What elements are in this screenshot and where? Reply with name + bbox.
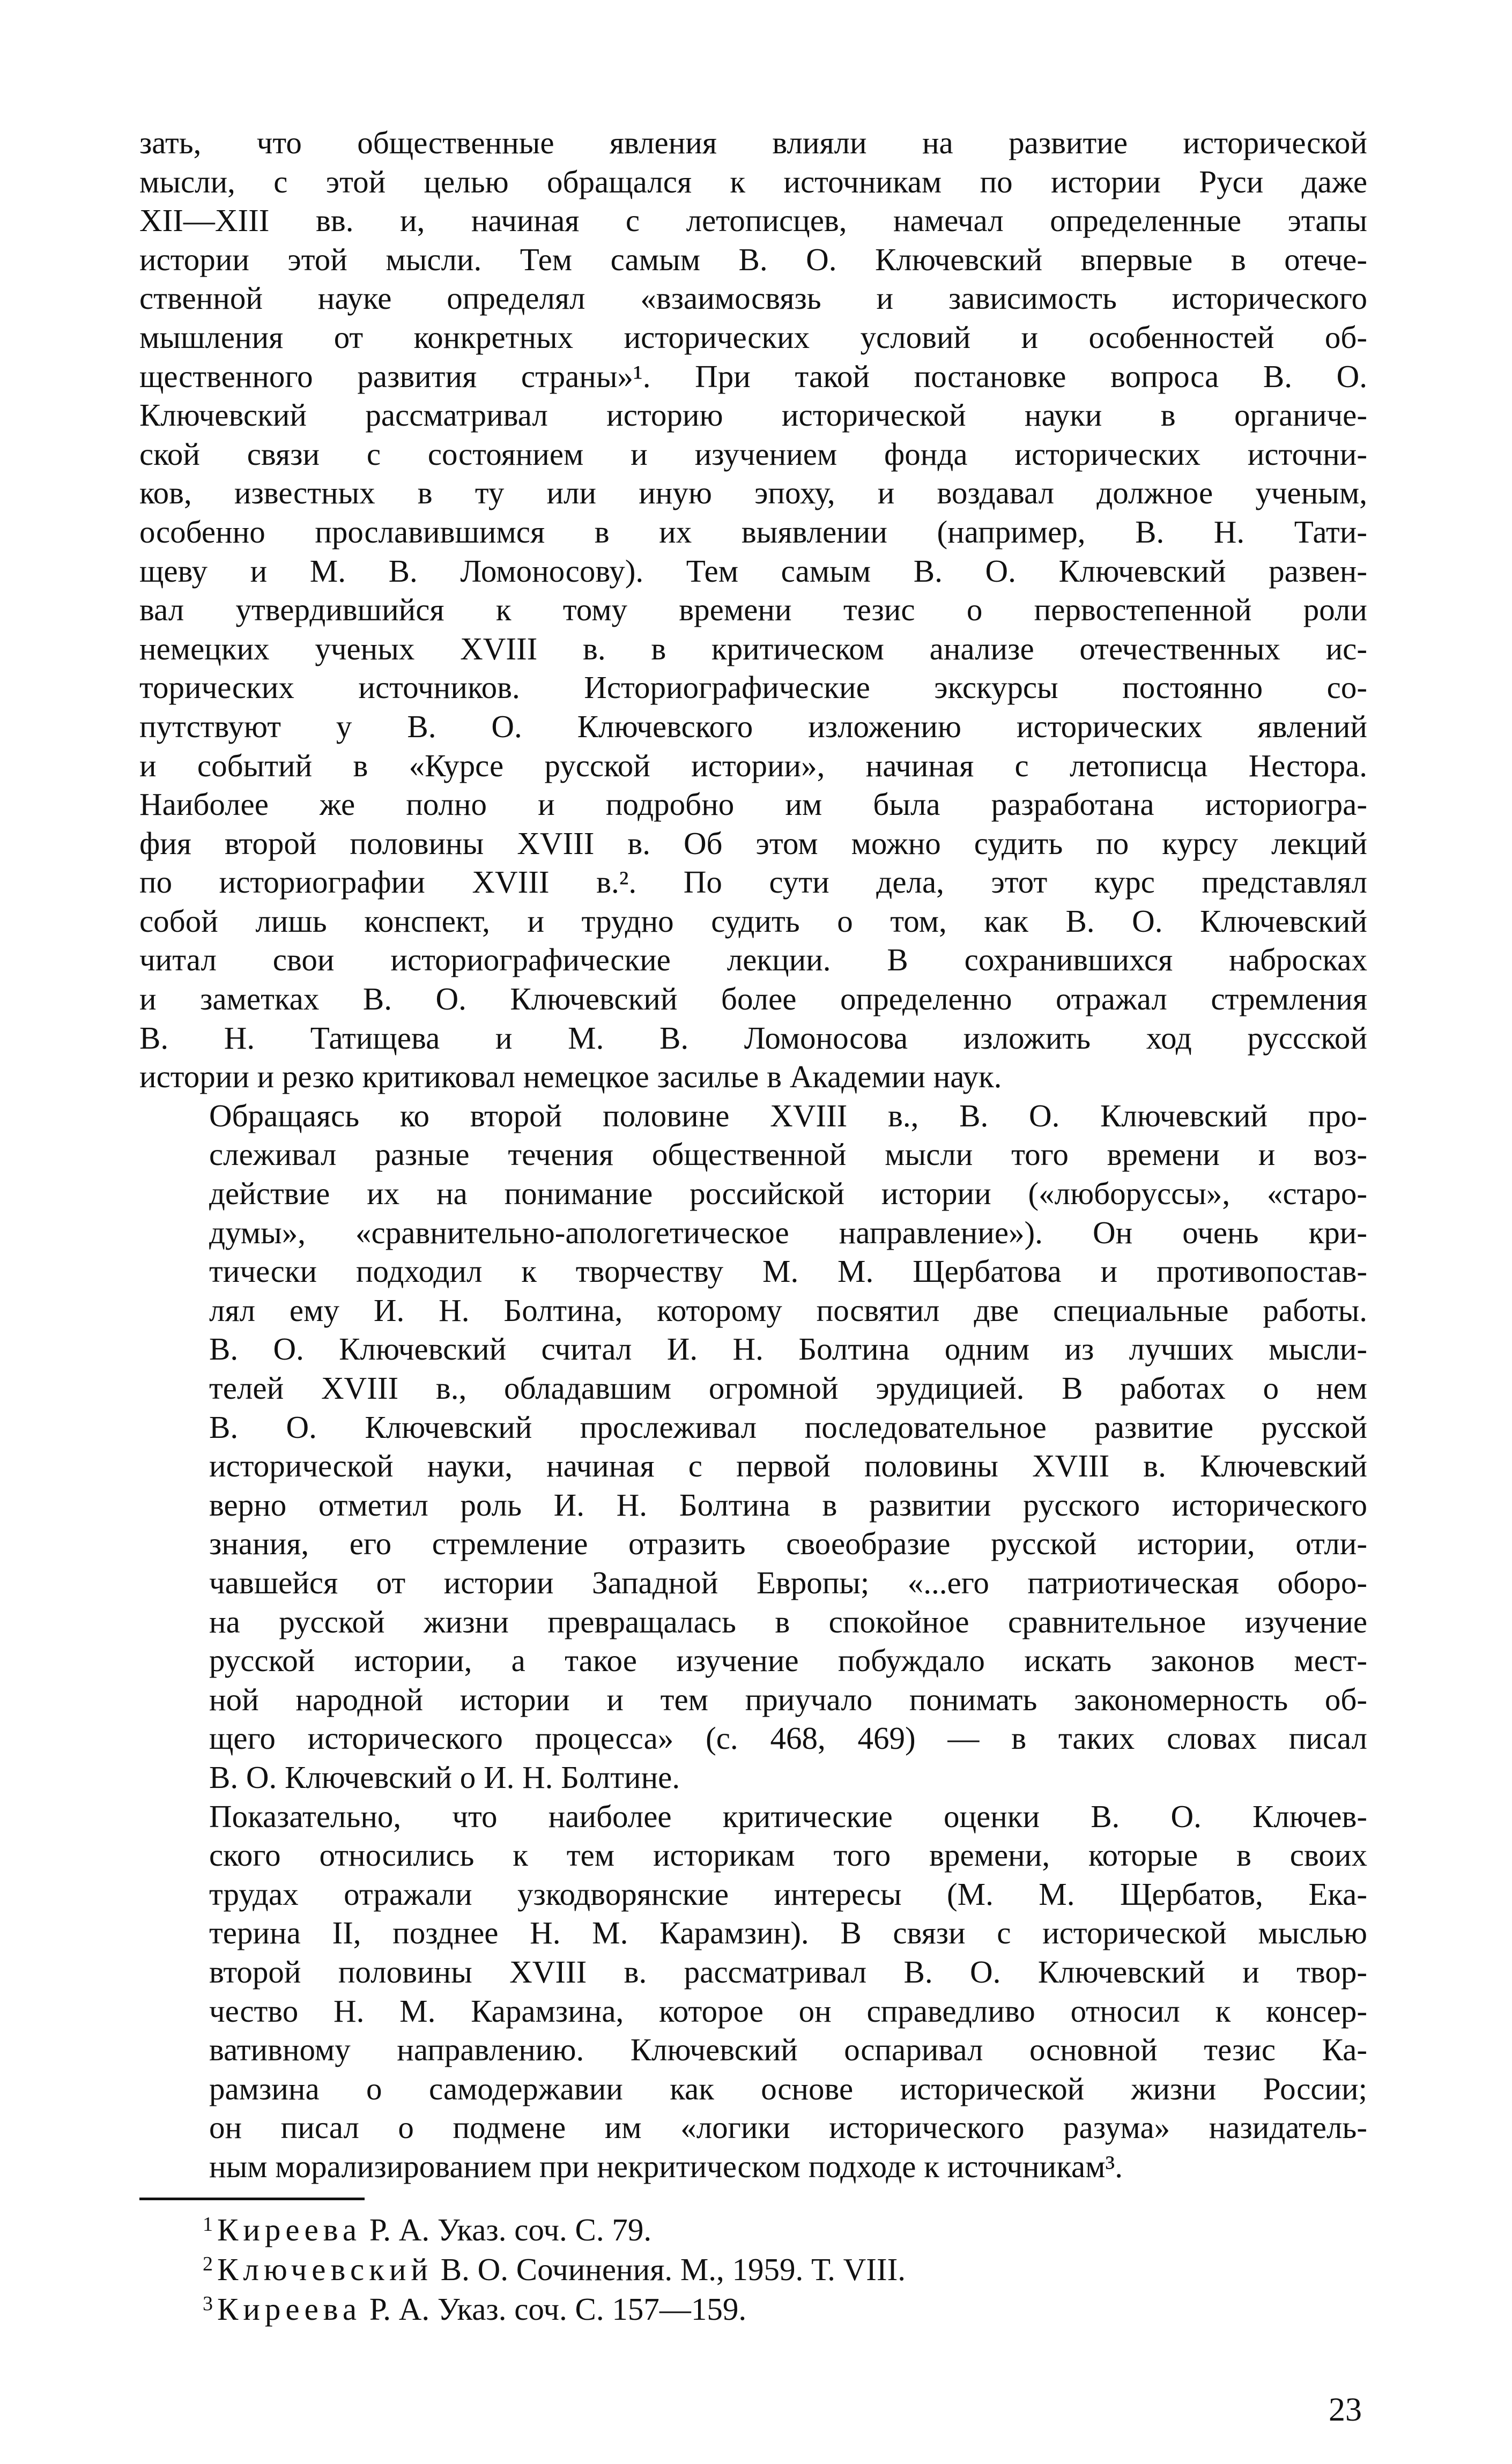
text-line: и событий в «Курсе русской истории», начиная с летописца Нестора. <box>139 747 1367 783</box>
footnote-text <box>201 2250 906 2289</box>
text-line: В. О. Ключевский прослеживал последовательное развитие русской <box>209 1409 1367 1445</box>
footnotes <box>139 2210 1367 2329</box>
text-line: русской истории, а такое изучение побуждало искать законов мест- <box>209 1643 1367 1679</box>
text-line: по историографии XVIII в.². По сути дела, этот курс представлял <box>139 864 1367 900</box>
text-line: трудах отражали узкодворянские интересы (М. М. Щербатов, Ека- <box>209 1876 1367 1912</box>
text-line: В. О. Ключевский считал И. Н. Болтина одним из лучших мысли- <box>209 1331 1367 1367</box>
text-line: особенно прославившимся в их выявлении (например, В. Н. Тати- <box>139 514 1367 550</box>
text-line: В. Н. Татищева и М. В. Ломоносова изложить ход руссской <box>139 1020 1367 1056</box>
text-line: собой лишь конспект, и трудно судить о том, как В. О. Ключевский <box>139 903 1367 939</box>
text-line: вативному направлению. Ключевский оспаривал основной тезис Ка- <box>209 2032 1367 2068</box>
text-line: ской связи с состоянием и изучением фонда исторических источни- <box>139 436 1367 472</box>
footnote <box>139 2210 1367 2250</box>
text-line: торических источников. Историографические экскурсы постоянно со- <box>139 670 1367 706</box>
text-line: чавшейся от истории Западной Европы; «...его патриотическая оборо- <box>209 1564 1367 1600</box>
paragraph <box>139 1096 1367 1797</box>
footnote-author: Киреева <box>217 2291 362 2327</box>
footnote-text <box>201 2210 651 2250</box>
text-line: Ключевский рассматривал историю исторической науки в органиче- <box>139 397 1367 433</box>
text-line: чество Н. М. Карамзина, которое он справедливо относил к консер- <box>209 1993 1367 2029</box>
text-line: ной народной истории и тем приучало понимать закономерность об- <box>209 1681 1367 1717</box>
page <box>139 123 1367 2429</box>
text-line: ным морализированием при некритическом подходе к источникам³. <box>209 2148 1123 2184</box>
text-line: знания, его стремление отразить своеобразие русской истории, отли- <box>209 1526 1367 1562</box>
text-line: слеживал разные течения общественной мысли того времени и воз- <box>209 1137 1367 1172</box>
footnote-reference: В. О. Сочинения. М., 1959. Т. VIII. <box>433 2252 906 2288</box>
footnote-author: Киреева <box>217 2212 362 2248</box>
text-line: мысли, с этой целью обращался к источникам по истории Руси даже <box>139 164 1367 199</box>
text-line: вал утвердившийся к тому времени тезис о первостепенной роли <box>139 592 1367 628</box>
text-line: фия второй половины XVIII в. Об этом можно судить по курсу лекций <box>139 825 1367 861</box>
text-line: щеву и М. В. Ломоносову). Тем самым В. О. Ключевский развен- <box>139 553 1367 589</box>
text-line: и заметках В. О. Ключевский более определенно отражал стремления <box>139 981 1367 1017</box>
footnote <box>139 2289 1367 2329</box>
text-line: щего исторического процесса» (с. 468, 469) — в таких словах писал <box>209 1720 1367 1756</box>
text-line: он писал о подмене им «логики исторического разума» назидатель- <box>209 2110 1367 2146</box>
text-line: рамзина о самодержавии как основе исторической жизни России; <box>209 2070 1367 2106</box>
text-line: путствуют у В. О. Ключевского изложению исторических явлений <box>139 708 1367 744</box>
text-line: ственной науке определял «взаимосвязь и зависимость исторического <box>139 280 1367 316</box>
text-line: терина II, позднее Н. М. Карамзин). В связи с исторической мыслью <box>209 1915 1367 1951</box>
footnote-number: 1 <box>203 2213 213 2236</box>
text-line: ков, известных в ту или иную эпоху, и воздавал должное ученым, <box>139 475 1367 511</box>
text-line: читал свои историографические лекции. В сохранившихся набросках <box>139 942 1367 978</box>
text-line: второй половины XVIII в. рассматривал В. О. Ключевский и твор- <box>209 1954 1367 1990</box>
page-number: 23 <box>1329 2392 1362 2428</box>
footnote <box>139 2250 1367 2289</box>
text-line: думы», «сравнительно-апологетическое направление»). Он очень кри- <box>209 1214 1367 1250</box>
text-line: В. О. Ключевский о И. Н. Болтине. <box>209 1759 680 1795</box>
paragraph <box>139 1797 1367 2186</box>
text-line: щественного развития страны»¹. При такой постановке вопроса В. О. <box>139 358 1367 394</box>
text-line: ского относились к тем историкам того времени, которые в своих <box>209 1837 1367 1873</box>
footnote-reference: Р. А. Указ. соч. С. 157—159. <box>361 2291 747 2327</box>
footnote-number: 2 <box>203 2253 213 2276</box>
text-line: на русской жизни превращалась в спокойное сравнительное изучение <box>209 1604 1367 1639</box>
text-line: Наиболее же полно и подробно им была разработана историогра- <box>139 786 1367 822</box>
text-line: зать, что общественные явления влияли на развитие исторической <box>139 125 1367 160</box>
paragraph <box>139 123 1367 1096</box>
text-line: Обращаясь ко второй половине XVIII в., В. О. Ключевский про- <box>209 1097 1367 1133</box>
text-line: истории этой мысли. Тем самым В. О. Ключевский впервые в отече- <box>139 241 1367 277</box>
text-line: немецких ученых XVIII в. в критическом анализе отечественных ис- <box>139 630 1367 666</box>
footnote-reference: Р. А. Указ. соч. С. 79. <box>361 2212 652 2248</box>
text-line: телей XVIII в., обладавшим огромной эрудицией. В работах о нем <box>209 1370 1367 1406</box>
footnote-text <box>201 2289 746 2329</box>
footnote-author: Ключевский <box>217 2252 433 2288</box>
text-line: мышления от конкретных исторических условий и особенностей об- <box>139 319 1367 355</box>
text-line: лял ему И. Н. Болтина, которому посвятил две специальные работы. <box>209 1292 1367 1328</box>
text-line: тически подходил к творчеству М. М. Щербатова и противопостав- <box>209 1253 1367 1289</box>
text-line: действие их на понимание российской истории («люборуссы», «старо- <box>209 1176 1367 1212</box>
text-line: исторической науки, начиная с первой половины XVIII в. Ключевский <box>209 1448 1367 1484</box>
text-line: XII—XIII вв. и, начиная с летописцев, намечал определенные этапы <box>139 203 1367 239</box>
text-line: истории и резко критиковал немецкое засилье в Академии наук. <box>139 1059 1002 1095</box>
text-line: верно отметил роль И. Н. Болтина в развитии русского исторического <box>209 1487 1367 1523</box>
body-text <box>139 123 1367 2186</box>
text-line: Показательно, что наиболее критические оценки В. О. Ключев- <box>209 1798 1367 1834</box>
footnote-number: 3 <box>203 2292 213 2315</box>
footnote-rule <box>139 2198 365 2200</box>
